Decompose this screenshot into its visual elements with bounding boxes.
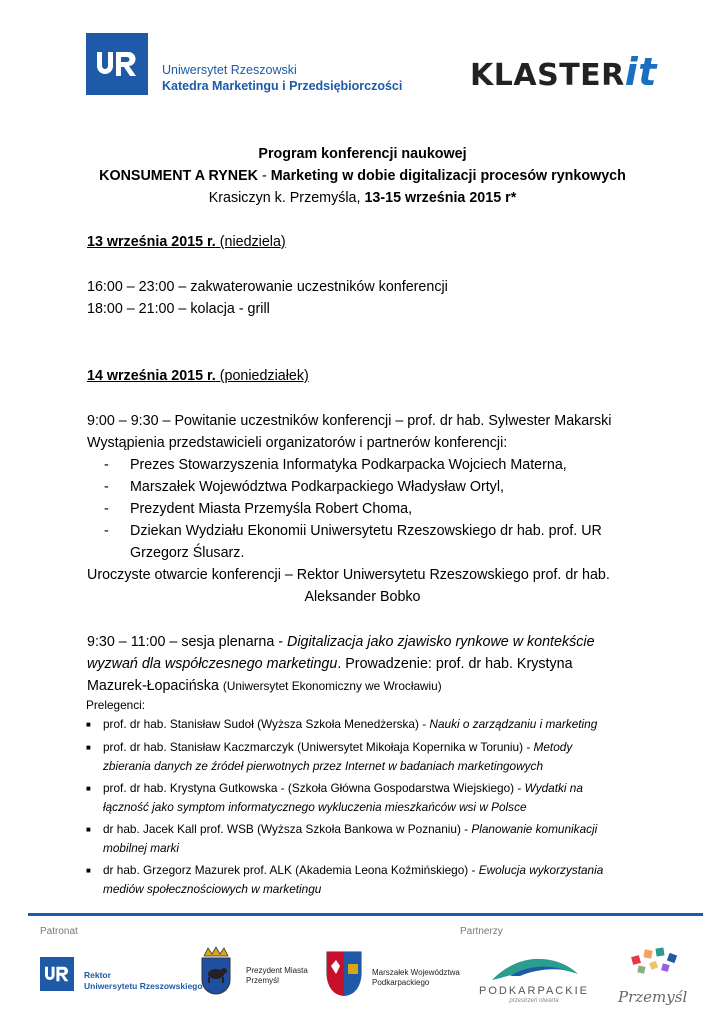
bullet-icon: ■ (86, 825, 91, 834)
lecture-title-cont: mediów społecznościowych w marketingu (103, 882, 322, 896)
opening-line2: Aleksander Bobko (304, 589, 421, 605)
ur-logo (86, 33, 148, 95)
footer-ur-line2: Uniwersytetu Rzeszowskiego (84, 981, 203, 991)
footer-ur-line1: Rektor (84, 970, 111, 980)
day1-weekday: (niedziela) (215, 234, 286, 250)
day2-date: 14 września 2015 r. (87, 368, 216, 384)
title-marketing: Marketing w dobie digitalizacji procesów rynkowych (270, 168, 626, 184)
ur-line2: Katedra Marketingu i Przedsiębiorczości (162, 79, 403, 93)
day1-item-2: 18:00 – 21:00 – kolacja - grill (87, 301, 270, 317)
podkarpackie-wave-icon (490, 952, 580, 987)
przemysl-city-text: Przemyśl (618, 988, 688, 1006)
lecture-speaker: prof. dr hab. Stanisław Kaczmarczyk (Uniwersytet Mikołaja Kopernika w Toruniu) - (103, 740, 534, 754)
session-title-2: wyzwań dla współczesnego marketingu (87, 656, 338, 672)
title-line3 (0, 187, 725, 209)
day1-item-1: 16:00 – 23:00 – zakwaterowanie uczestników konferencji (87, 279, 448, 295)
footer-ur-text (84, 970, 203, 992)
speaker-text: Prezydent Miasta Przemyśla Robert Choma, (130, 501, 413, 517)
speaker-item: - Dziekan Wydziału Ekonomii Uniwersytetu Rzeszowskiego dr hab. prof. UR (104, 523, 602, 539)
lecture-title: Metody (533, 740, 573, 754)
speaker-item: - Marszałek Województwa Podkarpackiego Władysław Ortyl, (104, 479, 504, 495)
day2-welcome: 9:00 – 9:30 – Powitanie uczestników konferencji – prof. dr hab. Sylwester Makarski (87, 413, 612, 429)
marszalek-line1: Marszałek Województwa (372, 968, 460, 977)
bullet-icon: ■ (86, 784, 91, 793)
klaster-it: it (624, 50, 657, 94)
ur-monogram-icon (43, 965, 71, 983)
title-line2 (0, 165, 725, 187)
title-place: Krasiczyn k. Przemyśla, (208, 190, 365, 206)
podkarpackie-coat-of-arms-icon (325, 950, 363, 1003)
lecture-item (86, 861, 646, 899)
session-time: 9:30 – 11:00 – sesja plenarna - (87, 634, 288, 650)
lecture-title-cont: mobilnej marki (103, 841, 180, 855)
footer-divider (28, 913, 703, 916)
lecture-title-cont: łączność jako symptom informatycznego wykluczenia mieszkańców wsi w Polsce (103, 800, 527, 814)
prelegenci-label: Prelegenci: (86, 698, 146, 712)
speaker-item: - Prezydent Miasta Przemyśla Robert Choma, (104, 501, 413, 517)
partnerzy-label: Partnerzy (460, 926, 503, 937)
speaker-item: - Prezes Stowarzyszenia Informatyka Podkarpacka Wojciech Materna, (104, 457, 567, 473)
session-lead: . Prowadzenie: prof. dr hab. Krystyna (337, 656, 573, 672)
session-line1 (87, 631, 595, 653)
session-line2 (87, 653, 573, 675)
ur-monogram-icon (94, 49, 140, 79)
lecture-item (86, 738, 646, 776)
lecture-title: Wydatki na (524, 781, 583, 795)
title-sep: - (258, 168, 271, 184)
lecture-speaker: dr hab. Jacek Kall prof. WSB (Wyższa Szkoła Bankowa w Poznaniu) - (103, 822, 472, 836)
klaster-it-logo (470, 50, 657, 94)
lecture-speaker: prof. dr hab. Stanisław Sudoł (Wyższa Szkoła Menedżerska) - (103, 717, 430, 731)
lecture-item (86, 779, 646, 817)
patronat-label: Patronat (40, 926, 78, 937)
podkarpackie-text: PODKARPACKIE (479, 985, 589, 997)
lecture-item (86, 715, 646, 734)
prezydent-line2: Przemyśl (246, 976, 279, 985)
ur-line1: Uniwersytet Rzeszowski (162, 63, 297, 77)
klaster-main: KLASTER (470, 58, 625, 93)
day2-speeches-intro: Wystąpienia przedstawicieli organizatorów i partnerów konferencji: (87, 435, 508, 451)
speaker-text: Dziekan Wydziału Ekonomii Uniwersytetu Rzeszowskiego dr hab. prof. UR (130, 523, 602, 539)
lecture-item (86, 820, 646, 858)
bullet-icon: ■ (86, 743, 91, 752)
title-dates: 13-15 września 2015 r* (364, 190, 517, 206)
lecture-title: Planowanie komunikacji (471, 822, 598, 836)
przemysl-city-logo-icon (624, 946, 684, 991)
lecture-speaker: dr hab. Grzegorz Mazurek prof. ALK (Akademia Leona Koźmińskiego) - (103, 863, 479, 877)
bullet-icon: ■ (86, 720, 91, 729)
speaker-text: Prezes Stowarzyszenia Informatyka Podkarpacka Wojciech Materna, (130, 457, 567, 473)
speaker-cont: Grzegorz Ślusarz. (130, 545, 245, 561)
marszalek-line2: Podkarpackiego (372, 978, 430, 987)
day2-heading (87, 365, 309, 387)
lecture-speaker: prof. dr hab. Krystyna Gutkowska - (Szkoła Główna Gospodarstwa Wiejskiego) - (103, 781, 525, 795)
przemysl-coat-of-arms-icon (196, 946, 236, 1005)
day2-weekday: (poniedziałek) (215, 368, 309, 384)
lecture-title-cont: zbierania danych ze źródeł pierwotnych przez Internet w badaniach marketingowych (103, 759, 543, 773)
lecture-title: Ewolucja wykorzystania (478, 863, 604, 877)
podkarpackie-sub: przestrzeń otwarta (509, 998, 559, 1004)
opening-line1: Uroczyste otwarcie konferencji – Rektor Uniwersytetu Rzeszowskiego prof. dr hab. (87, 567, 610, 583)
day1-heading (87, 231, 286, 253)
bullet-icon: ■ (86, 866, 91, 875)
session-chair: Mazurek-Łopacińska (87, 678, 223, 694)
session-line3 (87, 675, 442, 697)
lecture-title: Nauki o zarządzaniu i marketing (429, 717, 598, 731)
session-title-1: Digitalizacja jako zjawisko rynkowe w kontekście (287, 634, 595, 650)
session-chair-org: (Uniwersytet Ekonomiczny we Wrocławiu) (222, 679, 442, 693)
day1-date: 13 września 2015 r. (87, 234, 216, 250)
prezydent-line1: Prezydent Miasta (246, 966, 308, 975)
marszalek-text (372, 968, 460, 988)
prezydent-text (246, 966, 308, 986)
speaker-text: Marszałek Województwa Podkarpackiego Władysław Ortyl, (130, 479, 504, 495)
footer-ur-logo (40, 957, 74, 991)
ur-name (162, 62, 402, 94)
title-line1: Program konferencji naukowej (258, 146, 467, 162)
title-konsument: KONSUMENT A RYNEK (99, 168, 258, 184)
